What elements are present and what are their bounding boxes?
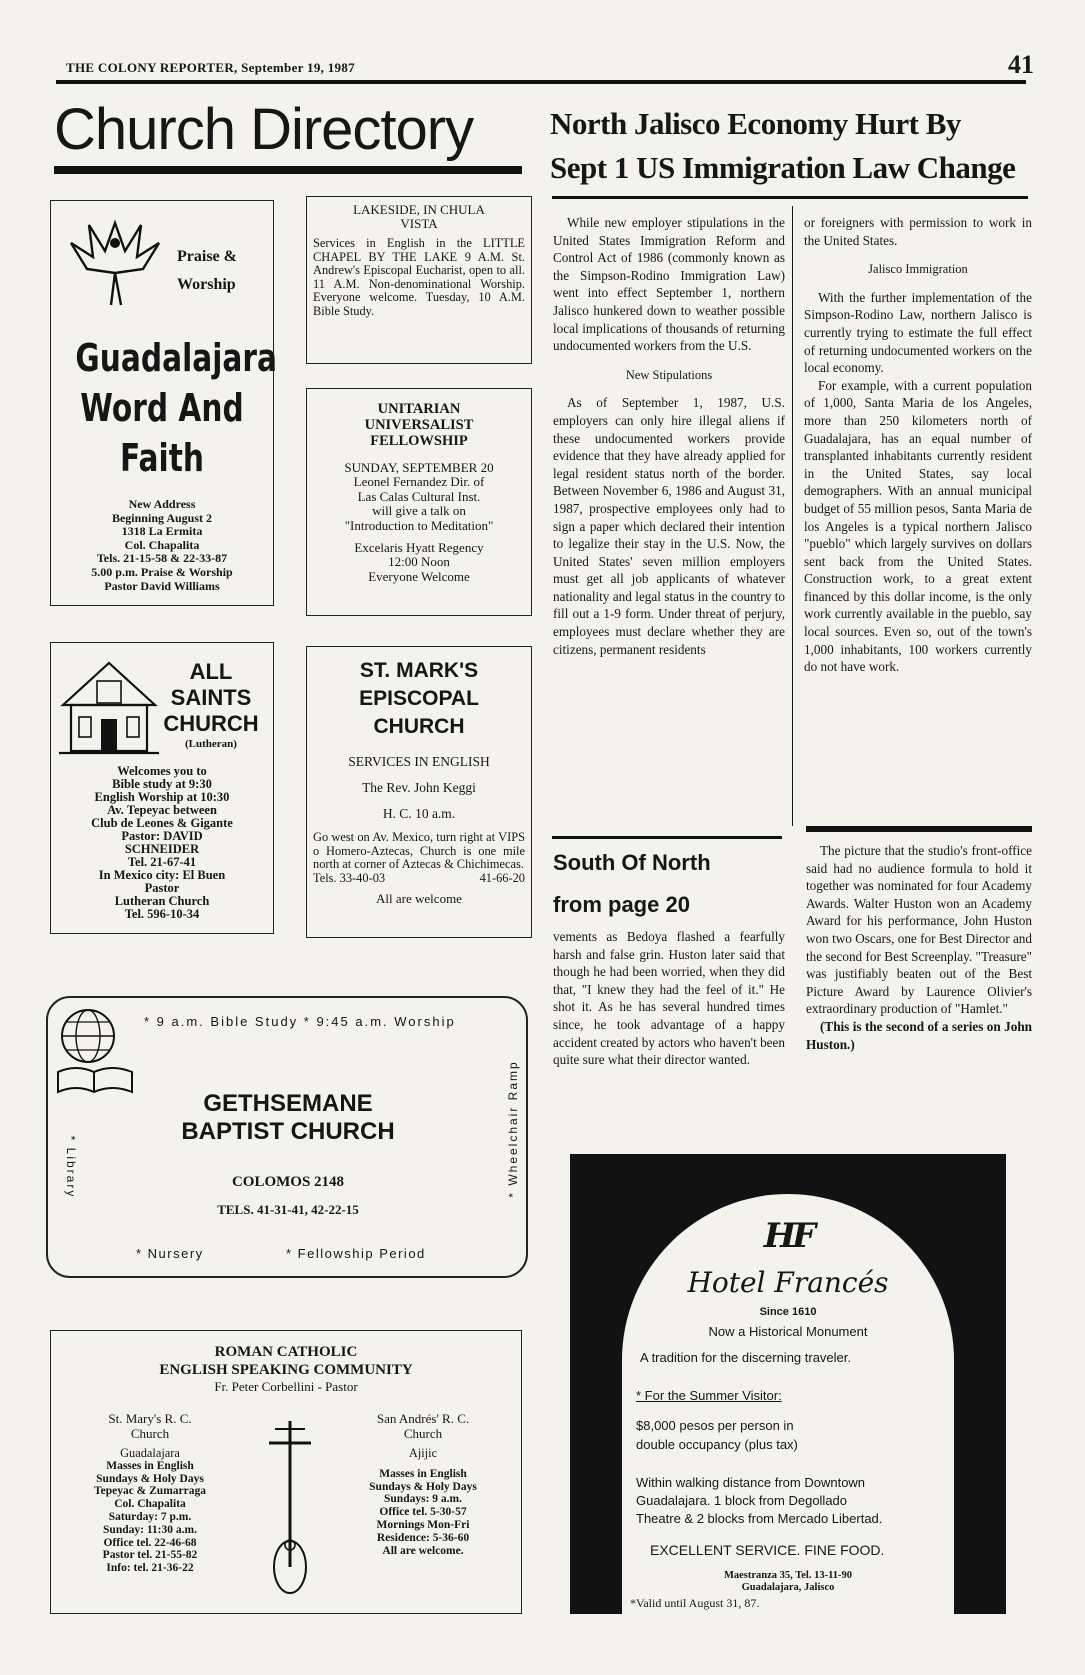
rc-left-line: Info: tel. 21-36-22 bbox=[106, 1562, 194, 1575]
article-paragraph: While new employer stipulations in the United States Immigration Reform and Control Act of 1986 (commonly known as the Simpson-Rodino Immigration Law) went into effect September 1, northern Jalisco hunkered down to weather possible local implications of thousands of returning undocumented workers from the U.S. bbox=[553, 215, 785, 354]
hotel-price-1: $8,000 pesos per person in bbox=[636, 1418, 794, 1433]
rc-left-line: Pastor tel. 21-55-82 bbox=[102, 1549, 198, 1562]
rc-right-line: Sundays & Holy Days bbox=[369, 1480, 477, 1493]
all-saints-line: Pastor: DAVID bbox=[121, 829, 203, 843]
rc-title-2: ENGLISH SPEAKING COMMUNITY bbox=[159, 1362, 413, 1378]
publication-line: THE COLONY REPORTER, September 19, 1987 bbox=[66, 60, 355, 75]
rc-right-line: San Andrés' R. C. bbox=[376, 1411, 470, 1426]
praise-detail: Col. Chapalita bbox=[124, 537, 200, 552]
st-marks-name: CHURCH bbox=[373, 715, 465, 738]
rc-right-line: Sundays: 9 a.m. bbox=[384, 1493, 462, 1506]
hotel-address-2: Guadalajara, Jalisco bbox=[741, 1582, 835, 1593]
hotel-name: Hotel Francés bbox=[687, 1266, 889, 1299]
gethsemane-ad bbox=[46, 996, 528, 1278]
praise-detail: 5.00 p.m. Praise & Worship bbox=[91, 564, 233, 579]
lakeside-title-1: LAKESIDE, IN CHULA bbox=[353, 202, 485, 217]
rc-right-line: Residence: 5-36-60 bbox=[376, 1531, 470, 1544]
article-paragraph: As of September 1, 1987, U.S. employers can only hire illegal aliens if these undocumented workers provide evidence that they have already applied for legal resident status north of the border. Between November 6, 1986 and August 31, 1987, prospective employees only had to sign a paper which declared their intention to legalize their stay in the U.S. Now, the United States' seven million employers must get all job applicants of whatever nationality and legal status in the country to fill out a 1-9 form. Under threat of perjury, employees must declare whether they are citizens, permanent residents bbox=[553, 395, 785, 657]
unitarian-line: "Introduction to Meditation" bbox=[344, 517, 494, 533]
all-saints-line: Pastor bbox=[144, 881, 180, 895]
hotel-tradition: A tradition for the discerning traveler. bbox=[640, 1350, 852, 1365]
all-saints-line: SCHNEIDER bbox=[124, 842, 200, 856]
praise-detail: 1318 La Ermita bbox=[121, 524, 203, 539]
praise-name-line-2: Word And bbox=[80, 386, 244, 430]
unitarian-title: UNIVERSALIST bbox=[364, 417, 474, 433]
church-directory-title: Church Directory bbox=[54, 97, 474, 162]
rc-left-line: Sunday: 11:30 a.m. bbox=[103, 1523, 197, 1536]
article-headline-1: North Jalisco Economy Hurt By bbox=[550, 106, 961, 141]
st-marks-hc: H. C. 10 a.m. bbox=[382, 806, 456, 821]
all-saints-line: English Worship at 10:30 bbox=[94, 790, 230, 804]
worship-label: Worship bbox=[177, 276, 236, 293]
all-saints-denomination: (Lutheran) bbox=[185, 738, 237, 750]
gethsemane-library: * Library bbox=[64, 1135, 78, 1199]
south-of-north-note: (This is the second of a series on John Huston.) bbox=[806, 1018, 1032, 1052]
hotel-price-2: double occupancy (plus tax) bbox=[636, 1437, 798, 1452]
praise-label: Praise & bbox=[177, 248, 237, 265]
rc-left-line: Church bbox=[130, 1426, 170, 1441]
st-marks-tels-right: 41-66-20 bbox=[479, 870, 525, 885]
all-saints-line: Bible study at 9:30 bbox=[112, 777, 212, 791]
unitarian-line: Everyone Welcome bbox=[368, 568, 470, 584]
article-subhead: Jalisco Immigration bbox=[868, 262, 968, 277]
headline-rule bbox=[552, 196, 1028, 199]
all-saints-ad bbox=[50, 642, 274, 934]
rc-left-line: Office tel. 22-46-68 bbox=[103, 1536, 197, 1549]
praise-name-line-1: Guadalajara bbox=[75, 336, 278, 380]
rc-right-line: Office tel. 5-30-57 bbox=[379, 1506, 467, 1519]
column-rule bbox=[792, 206, 793, 826]
st-marks-ad bbox=[306, 646, 532, 938]
rc-left-line: Sundays & Holy Days bbox=[96, 1472, 204, 1485]
praise-detail: New Address bbox=[128, 497, 196, 511]
st-marks-services: SERVICES IN ENGLISH bbox=[348, 754, 490, 769]
praise-worship-ad bbox=[50, 200, 278, 606]
unitarian-line: Excelaris Hyatt Regency bbox=[354, 540, 484, 556]
article-paragraph: For example, with a current population of 1,000, Santa Maria de los Angeles, more than 250 kilometers north of Guadalajara, has an equal number of transplanted inhabitants currently resident in the United States, say local demographers. With an annual municipal budget of 55 million pesos, Santa Maria de los Angeles is a typical northern Jalisco "pueblo" which largely survives on dollars sent back from the United States. Construction work, to a great extent financed by this dollar income, is the only work currently available in the pueblo, say local sources. Even so, out of the town's 1,000 inhabitants, 100 workers currently do not have work. bbox=[804, 377, 1032, 675]
all-saints-line: Welcomes you to bbox=[117, 764, 207, 778]
rc-left-line: Saturday: 7 p.m. bbox=[108, 1510, 192, 1523]
rc-pastor: Fr. Peter Corbellini - Pastor bbox=[214, 1379, 358, 1394]
st-marks-name: EPISCOPAL bbox=[359, 687, 479, 710]
rc-left-line: Masses in English bbox=[106, 1459, 194, 1472]
gethsemane-fellowship: * Fellowship Period bbox=[286, 1246, 426, 1261]
rc-title-1: ROMAN CATHOLIC bbox=[214, 1344, 358, 1360]
gethsemane-wheelchair: * Wheelchair Ramp bbox=[506, 1060, 520, 1198]
rc-left-line: St. Mary's R. C. bbox=[108, 1411, 192, 1426]
unitarian-line: 12:00 Noon bbox=[388, 554, 450, 570]
all-saints-line: Lutheran Church bbox=[114, 894, 210, 908]
globe-bible-icon bbox=[56, 1006, 134, 1098]
praise-detail: Pastor David Williams bbox=[104, 578, 220, 593]
south-of-north-col1: vements as Bedoya flashed a fearfully harsh and false grin. Huston later said that though he had been worried, when they did that, "I knew they had the feel of it." He shot it. As he has several hundred times since, he took advantage of a happy accident created by actors who haven't been quite sure what their director wanted. bbox=[553, 929, 785, 1068]
lakeside-text: Services in English in the LITTLE CHAPEL BY THE LAKE 9 A.M. St. Andrew's Episcopal Eucharist, open to all. 11 A.M. Non-denominational Worship. Everyone welcome. Tuesday, 10 A.M. Bible Study. bbox=[313, 236, 525, 318]
rc-right-line: All are welcome. bbox=[382, 1544, 464, 1557]
unitarian-ad bbox=[306, 388, 532, 616]
church-building-icon bbox=[57, 655, 161, 757]
praise-name-line-3: Faith bbox=[120, 436, 204, 480]
rc-right-line: Masses in English bbox=[379, 1467, 467, 1480]
rc-right-line: Mornings Mon-Fri bbox=[376, 1518, 470, 1531]
article-paragraph: With the further implementation of the Simpson-Rodino Law, northern Jalisco is currently trying to estimate the full effect of returning undocumented workers on the local economy. bbox=[804, 289, 1032, 376]
gethsemane-nursery: * Nursery bbox=[136, 1246, 204, 1261]
all-saints-name: CHURCH bbox=[163, 711, 259, 736]
roman-catholic-ad bbox=[50, 1330, 522, 1614]
gethsemane-name-1: GETHSEMANE bbox=[203, 1090, 373, 1117]
st-marks-name: ST. MARK'S bbox=[359, 659, 479, 682]
rc-left-line: Tepeyac & Zumarraga bbox=[93, 1485, 206, 1498]
rc-left-line: Guadalajara bbox=[120, 1446, 180, 1460]
hotel-walk-1: Within walking distance from Downtown bbox=[636, 1475, 866, 1490]
south-of-north-title: South Of North bbox=[553, 850, 711, 875]
article-headline-2: Sept 1 US Immigration Law Change bbox=[550, 150, 1016, 185]
hotel-monument: Now a Historical Monument bbox=[708, 1324, 868, 1339]
gethsemane-name-2: BAPTIST CHURCH bbox=[181, 1118, 395, 1145]
lakeside-ad bbox=[306, 196, 532, 364]
hotel-monogram: HF bbox=[763, 1216, 813, 1256]
unitarian-line: will give a talk on bbox=[372, 503, 466, 519]
all-saints-line: Tel. 596-10-34 bbox=[124, 907, 200, 921]
st-marks-rector: The Rev. John Keggi bbox=[362, 780, 476, 795]
hotel-walk-3: Theatre & 2 blocks from Mercado Libertad. bbox=[636, 1511, 883, 1526]
hotel-frances-ad bbox=[570, 1154, 1006, 1614]
praise-detail: Beginning August 2 bbox=[111, 510, 213, 525]
all-saints-line: In Mexico city: El Buen bbox=[98, 868, 226, 882]
rc-right-line: Ajijic bbox=[408, 1446, 438, 1460]
header-rule bbox=[56, 80, 1026, 84]
all-saints-line: Tel. 21-67-41 bbox=[127, 855, 197, 869]
hotel-walk-2: Guadalajara. 1 block from Degollado bbox=[636, 1493, 848, 1508]
dove-icon bbox=[65, 213, 165, 309]
st-marks-directions: Go west on Av. Mexico, turn right at VIPS o Homero-Aztecas, Church is one mile north at corner of Aztecas & Chichimecas. bbox=[313, 830, 525, 872]
hotel-summer: * For the Summer Visitor: bbox=[636, 1388, 782, 1403]
hotel-service: EXCELLENT SERVICE. FINE FOOD. bbox=[650, 1542, 885, 1558]
hotel-valid: *Valid until August 31, 87. bbox=[630, 1596, 760, 1610]
south-of-north-col2: The picture that the studio's front-office said had no audience formula to hold it together was nominated for four Academy Awards. Walter Huston won an Academy Award for his performance, John Huston won two Oscars, one for Best Director and the second for Best Screenplay. "Treasure" was justifiably beaten out of the Best Picture Award by Laurence Olivier's extraordinary production of "Hamlet." bbox=[806, 843, 1032, 1017]
unitarian-line: SUNDAY, SEPTEMBER 20 bbox=[344, 460, 494, 475]
south-rule-left bbox=[552, 836, 782, 839]
gethsemane-top-line: * 9 a.m. Bible Study * 9:45 a.m. Worship bbox=[144, 1014, 456, 1029]
unitarian-title: UNITARIAN bbox=[377, 401, 461, 417]
article-paragraph: or foreigners with permission to work in the United States. bbox=[804, 215, 1032, 248]
unitarian-line: Leonel Fernandez Dir. of bbox=[353, 474, 485, 490]
page-number: 41 bbox=[1008, 50, 1034, 79]
rc-left-line: Col. Chapalita bbox=[114, 1498, 186, 1511]
crucifix-icon bbox=[255, 1417, 325, 1597]
south-of-north-from: from page 20 bbox=[553, 892, 690, 917]
gethsemane-address: COLOMOS 2148 bbox=[231, 1174, 345, 1190]
south-rule-right bbox=[806, 826, 1032, 832]
st-marks-tels-left: Tels. 33-40-03 bbox=[313, 870, 386, 885]
directory-title-rule bbox=[54, 166, 522, 174]
gethsemane-tels: TELS. 41-31-41, 42-22-15 bbox=[217, 1202, 359, 1217]
unitarian-line: Las Calas Cultural Inst. bbox=[357, 488, 481, 504]
all-saints-name: ALL bbox=[189, 659, 233, 684]
praise-detail: Tels. 21-15-58 & 22-33-87 bbox=[96, 551, 228, 566]
hotel-since: Since 1610 bbox=[759, 1306, 817, 1318]
unitarian-title: FELLOWSHIP bbox=[370, 433, 468, 449]
all-saints-name: SAINTS bbox=[170, 685, 252, 710]
article-subhead: New Stipulations bbox=[625, 367, 713, 382]
all-saints-line: Av. Tepeyac between bbox=[107, 803, 217, 817]
hotel-address-1: Maestranza 35, Tel. 13-11-90 bbox=[723, 1570, 853, 1581]
lakeside-title-2: VISTA bbox=[400, 216, 438, 231]
st-marks-closing: All are welcome bbox=[376, 891, 462, 907]
rc-right-line: Church bbox=[403, 1426, 443, 1441]
all-saints-line: Club de Leones & Gigante bbox=[91, 816, 233, 830]
